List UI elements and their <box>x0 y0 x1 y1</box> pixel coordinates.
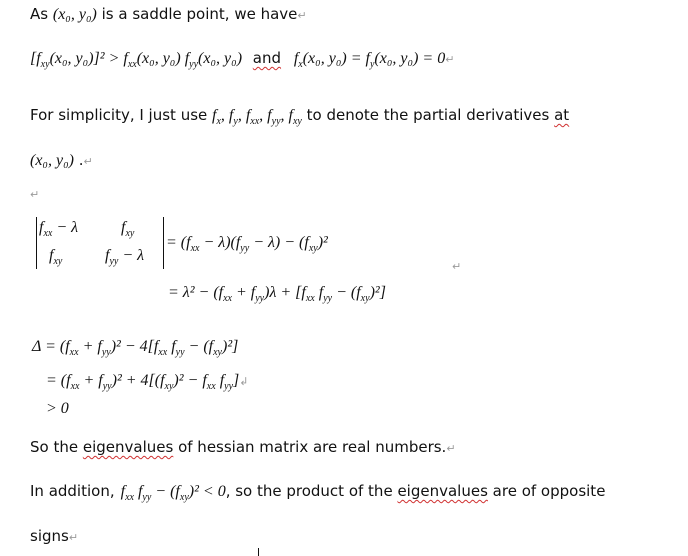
characteristic-polynomial: = $\lambda^2 - (f_{xx} + f_{yy})\lambda + [f_{xx}$ $f_{yy} - (f_{xy})^2$] <box>168 284 386 305</box>
math-discriminant-2: = $(f_{xx} + f_{yy})^2 + 4[(f_{xy})^2 - f_{xx}$ $f_{yy}$] <box>46 372 240 393</box>
word-and: and <box>252 49 282 67</box>
word-eigenvalues: eigenvalues <box>397 482 488 500</box>
paragraph-mark: ↵ <box>68 531 79 544</box>
line-real-eigenvalues <box>30 437 456 459</box>
determinant-expansion: = $(f_{xx} - \lambda)(f_{yy} - \lambda) - (f_{xy})^2$ <box>166 234 328 255</box>
discriminant-line-3: > 0 <box>46 400 69 417</box>
line-opposite-signs <box>30 481 605 508</box>
paragraph-mark: ↵ <box>452 260 462 273</box>
det-cell-12: $f_{xy}$ <box>121 219 135 240</box>
text-as: As <box>30 5 53 23</box>
text-signs: signs <box>30 527 69 545</box>
math-gradient-zero: $f_x(x_0$, $y_0) = f_y(x_0$, y₀) = 0 <box>293 50 446 71</box>
text-opposite: are of opposite <box>487 482 606 500</box>
period: . <box>73 151 84 169</box>
line-point <box>30 150 93 172</box>
line-conditions <box>30 48 454 75</box>
text-product: , so the product of the <box>225 482 398 500</box>
math-inequality: [$f_{xy}(x_0$, $y_0)]^2 > f_{xx}(x_0$, y₀) $f_{yy}(x_0$, y₀) <box>30 50 243 71</box>
text-hessian: of hessian matrix are real numbers. <box>173 438 447 456</box>
word-at: at <box>554 106 570 124</box>
paragraph-mark: ↵ <box>297 9 307 22</box>
text-cursor <box>258 548 259 556</box>
discriminant-line-2 <box>46 370 248 397</box>
text-so: So the <box>30 438 83 456</box>
text-denote: to denote the partial derivatives <box>301 106 555 124</box>
paragraph-mark: ↵ <box>83 155 93 168</box>
paragraph-mark: ↵ <box>446 442 456 455</box>
line-notation <box>30 105 569 132</box>
line-break-mark: ↲ <box>239 375 249 388</box>
text-simplicity: For simplicity, I just use <box>30 106 213 124</box>
empty-paragraph-mark: ↵ <box>30 188 40 201</box>
math-negative-discriminant: $f_{xx}$ $f_{yy} - (f_{xy})^2 < 0$ <box>120 483 226 504</box>
math-point: (x₀, y₀) <box>52 6 97 23</box>
math-point: (x₀, y₀) <box>30 152 74 169</box>
paragraph-mark: ↵ <box>445 53 455 66</box>
line-saddle-point <box>30 4 307 26</box>
text-saddle: is a saddle point, we have <box>96 5 298 23</box>
det-cell-22: $f_{yy} - \lambda$ <box>105 247 145 268</box>
discriminant-line-1: $\Delta = (f_{xx} + f_{yy})^2 - 4[f_{xx}$ $f_{yy} - (f_{xy})^2$] <box>32 338 239 359</box>
det-cell-21: $f_{xy}$ <box>49 247 63 268</box>
line-signs <box>30 526 78 548</box>
det-cell-11: $f_{xx} - \lambda$ <box>39 219 79 240</box>
math-partials: $f_x$, $f_y$, $f_{xx}$, $f_{yy}$, $f_{xy}$ <box>212 107 302 128</box>
word-eigenvalues: eigenvalues <box>82 438 174 456</box>
determinant <box>36 217 164 269</box>
text-in-addition: In addition, <box>30 482 115 500</box>
